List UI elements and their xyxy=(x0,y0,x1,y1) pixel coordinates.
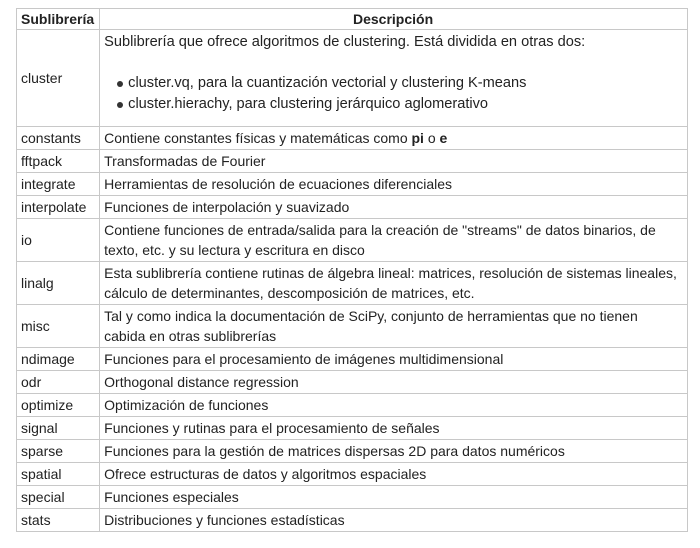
table-row xyxy=(17,371,688,394)
table-row xyxy=(17,196,688,219)
table-row xyxy=(17,417,688,440)
cluster-intro: Sublibrería que ofrece algoritmos de clustering. Está dividida en otras dos: xyxy=(104,34,586,50)
row-description xyxy=(100,127,688,150)
row-name: ndimage xyxy=(17,348,100,371)
row-description: Optimización de funciones xyxy=(100,394,688,417)
table-container xyxy=(16,8,688,532)
row-name: constants xyxy=(17,127,100,150)
constants-desc-prefix: Contiene constantes físicas y matemáticas como xyxy=(104,130,412,146)
row-name: spatial xyxy=(17,463,100,486)
row-description: Orthogonal distance regression xyxy=(100,371,688,394)
row-name: misc xyxy=(17,305,100,348)
scipy-sublibraries-table xyxy=(16,8,688,532)
row-description: Contiene funciones de entrada/salida para la creación de "streams" de datos binarios, de texto, etc. y su lectura y escritura en disco xyxy=(100,219,688,262)
table-row xyxy=(17,150,688,173)
row-description: Ofrece estructuras de datos y algoritmos espaciales xyxy=(100,463,688,486)
row-name: interpolate xyxy=(17,196,100,219)
table-row xyxy=(17,30,688,127)
cluster-list xyxy=(104,73,682,115)
list-item: cluster.vq, para la cuantización vectorial y clustering K-means xyxy=(128,73,682,94)
table-row xyxy=(17,463,688,486)
header-row xyxy=(17,9,688,30)
table-row xyxy=(17,305,688,348)
row-description: Funciones especiales xyxy=(100,486,688,509)
table-row xyxy=(17,348,688,371)
row-description: Funciones de interpolación y suavizado xyxy=(100,196,688,219)
row-description: Funciones y rutinas para el procesamiento de señales xyxy=(100,417,688,440)
row-description: Funciones para la gestión de matrices dispersas 2D para datos numéricos xyxy=(100,440,688,463)
row-name: stats xyxy=(17,509,100,532)
row-name: odr xyxy=(17,371,100,394)
row-description xyxy=(100,30,688,127)
row-name: optimize xyxy=(17,394,100,417)
row-name: sparse xyxy=(17,440,100,463)
row-name: special xyxy=(17,486,100,509)
row-name: integrate xyxy=(17,173,100,196)
row-description: Esta sublibrería contiene rutinas de álgebra lineal: matrices, resolución de sistemas lineales, cálculo de determinantes, descomposición de matrices, etc. xyxy=(100,262,688,305)
row-name: fftpack xyxy=(17,150,100,173)
constants-desc-mid: o xyxy=(423,130,440,146)
row-description: Tal y como indica la documentación de SciPy, conjunto de herramientas que no tienen cabida en otras sublibrerías xyxy=(100,305,688,348)
table-row xyxy=(17,486,688,509)
table-row xyxy=(17,262,688,305)
row-description: Distribuciones y funciones estadísticas xyxy=(100,509,688,532)
row-name: cluster xyxy=(17,30,100,127)
row-description: Herramientas de resolución de ecuaciones diferenciales xyxy=(100,173,688,196)
row-name: linalg xyxy=(17,262,100,305)
table-row xyxy=(17,394,688,417)
row-name: io xyxy=(17,219,100,262)
table-row xyxy=(17,440,688,463)
constants-pi: pi xyxy=(411,130,424,146)
header-descripcion: Descripción xyxy=(100,9,688,30)
table-row xyxy=(17,127,688,150)
table-row xyxy=(17,219,688,262)
row-description: Transformadas de Fourier xyxy=(100,150,688,173)
row-description: Funciones para el procesamiento de imágenes multidimensional xyxy=(100,348,688,371)
row-name: signal xyxy=(17,417,100,440)
constants-e: e xyxy=(439,130,448,146)
header-sublibreria: Sublibrería xyxy=(17,9,100,30)
table-row xyxy=(17,509,688,532)
table-row xyxy=(17,173,688,196)
list-item: cluster.hierachy, para clustering jerárquico aglomerativo xyxy=(128,94,682,115)
